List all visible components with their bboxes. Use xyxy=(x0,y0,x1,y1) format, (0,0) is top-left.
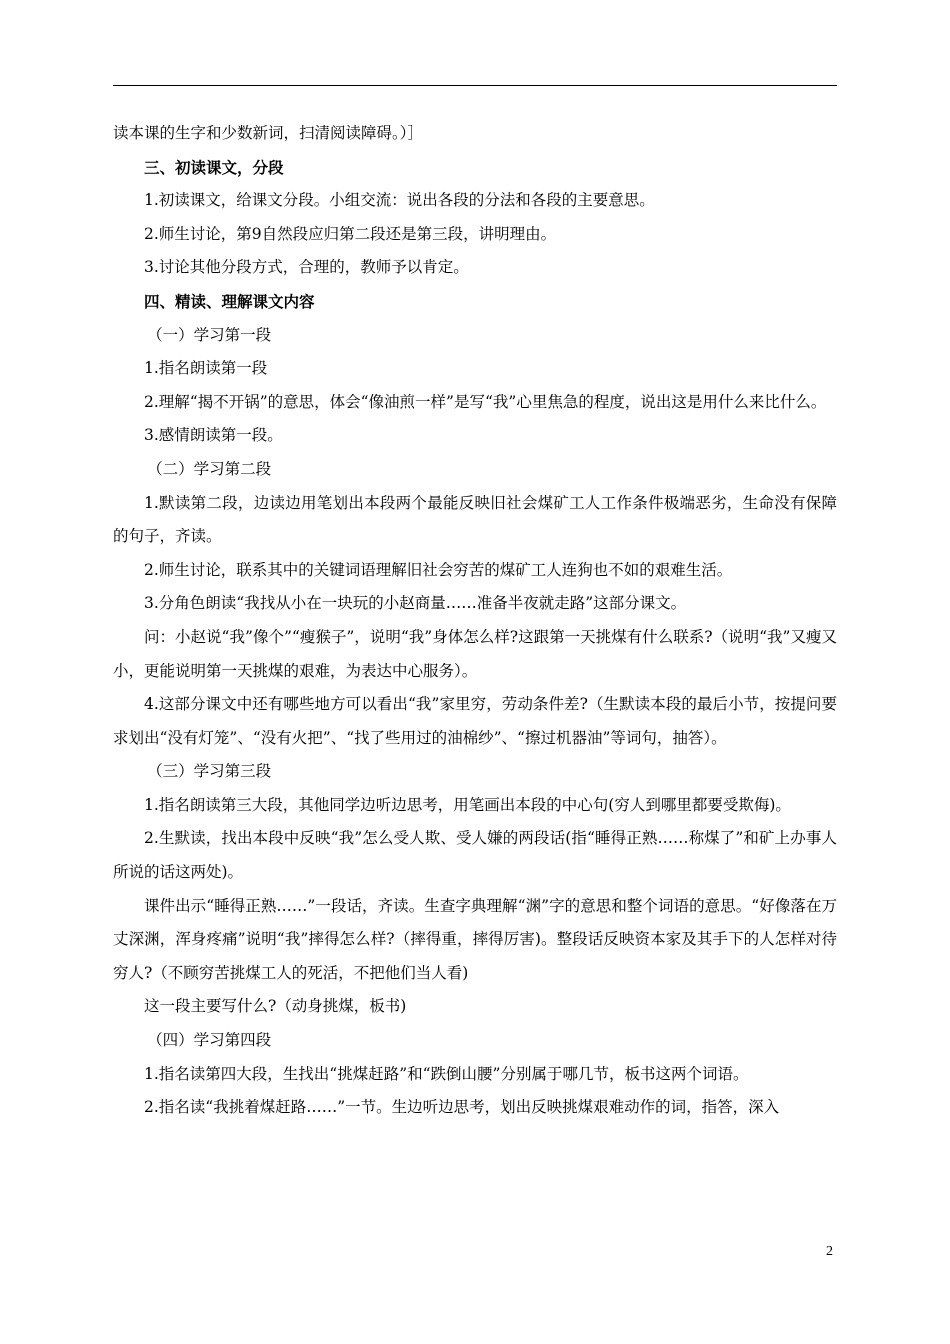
paragraph: 1.指名读第四大段，生找出“挑煤赶路”和“跌倒山腰”分别属于哪几节，板书这两个词语。 xyxy=(144,1064,749,1083)
paragraph: （二）学习第二段 xyxy=(147,459,272,478)
paragraph: 四、精读、理解课文内容 xyxy=(144,291,315,311)
paragraph: 3.讨论其他分段方式，合理的，教师予以肯定。 xyxy=(144,258,469,277)
paragraph: 2.师生讨论，联系其中的关键词语理解旧社会穷苦的煤矿工人连狗也不如的艰难生活。 xyxy=(144,560,733,579)
paragraph: 这一段主要写什么?（动身挑煤，板书) xyxy=(144,997,407,1016)
paragraph: 1.默读第二段，边读边用笔划出本段两个最能反映旧社会煤矿工人工作条件极端恶劣，生命没有保障的句子，齐读。 xyxy=(113,493,837,546)
paragraph: （三）学习第三段 xyxy=(147,762,272,781)
paragraph: 1.指名朗读第三大段，其他同学边听边思考，用笔画出本段的中心句(穷人到哪里都要受欺侮)。 xyxy=(144,795,791,814)
paragraph: 2.指名读“我挑着煤赶路……”一节。生边听边思考，划出反映挑煤艰难动作的词，指答，深入 xyxy=(144,1098,780,1117)
paragraph: 问：小赵说“我”像个”“瘦猴子”，说明“我”身体怎么样?这跟第一天挑煤有什么联系?（说明“我”又瘦又小，更能说明第一天挑煤的艰难，为表达中心服务）。 xyxy=(113,627,837,680)
paragraph: 2.生默读，找出本段中反映“我”怎么受人欺、受人嫌的两段话(指“睡得正熟……称煤了”和矿上办事人所说的话这两处)。 xyxy=(113,829,837,882)
paragraph: 3.分角色朗读“我找从小在一块玩的小赵商量……准备半夜就走路”这部分课文。 xyxy=(144,594,687,613)
page-number: 2 xyxy=(826,1244,833,1259)
document-body xyxy=(113,117,837,1125)
paragraph: （一）学习第一段 xyxy=(147,325,272,344)
paragraph: （四）学习第四段 xyxy=(147,1031,272,1050)
paragraph: 三、初读课文，分段 xyxy=(144,157,284,177)
paragraph: 1.初读课文，给课文分段。小组交流：说出各段的分法和各段的主要意思。 xyxy=(144,191,655,210)
paragraph: 课件出示“睡得正熟……”一段话，齐读。生查字典理解“渊”字的意思和整个词语的意思。“好像落在万丈深渊，浑身疼痛”说明“我”摔得怎么样?（摔得重，摔得厉害)。整段话反映资本家及其手下的人怎样对待穷人?（不顾穷苦挑煤工人的死活，不把他们当人看) xyxy=(113,896,837,982)
paragraph: 2.师生讨论，第9自然段应归第二段还是第三段，讲明理由。 xyxy=(144,224,557,243)
header-rule xyxy=(113,85,837,86)
paragraph: 2.理解“揭不开锅”的意思，体会“像油煎一样”是写“我”心里焦急的程度，说出这是用什么来比什么。 xyxy=(144,392,827,411)
paragraph: 3.感情朗读第一段。 xyxy=(144,426,283,445)
paragraph: 读本课的生字和少数新词，扫清阅读障碍。）］ xyxy=(113,124,424,142)
paragraph: 4.这部分课文中还有哪些地方可以看出“我”家里穷，劳动条件差?（生默读本段的最后小节，按提问要求划出“没有灯笼”、“没有火把”、“找了些用过的油棉纱”、“擦过机器油”等词句，抽答）。 xyxy=(113,695,837,747)
paragraph: 1.指名朗读第一段 xyxy=(144,359,268,378)
